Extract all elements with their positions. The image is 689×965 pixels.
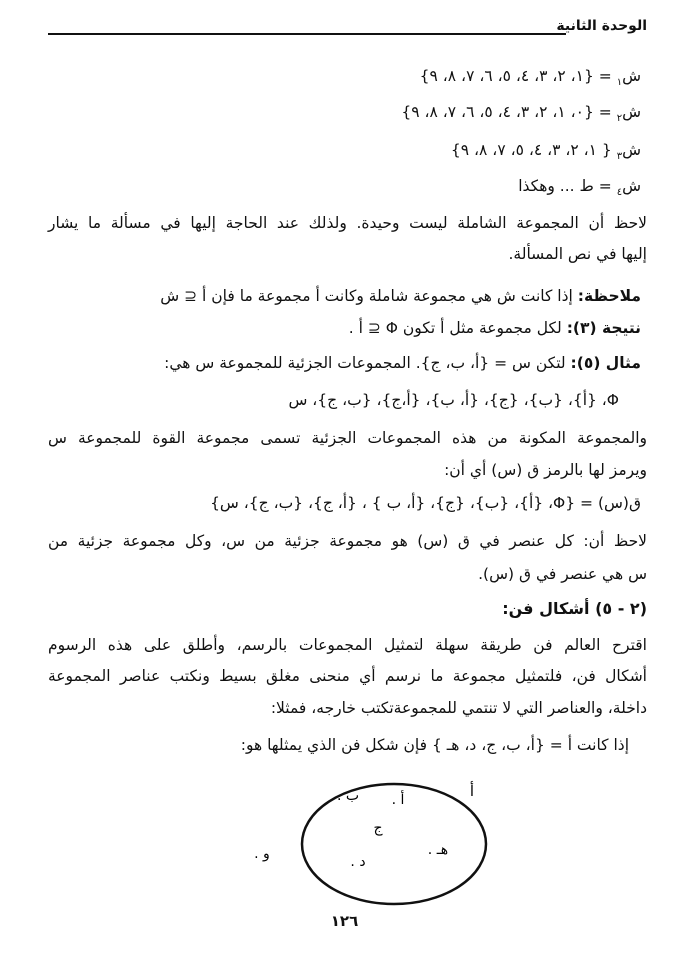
- para2-line2: س هي عنصر في ق (س).: [478, 565, 647, 583]
- venn-element: هـ .: [427, 842, 449, 858]
- set-s4: ش$_٤$ = ط ... وهكذا: [518, 177, 641, 198]
- set-s1: ش$_١$ = {١، ٢، ٣، ٤، ٥، ٦، ٧، ٨، ٩}: [419, 67, 641, 88]
- unit-header: الوحدة الثانية: [556, 18, 647, 34]
- example-label: مثال (٥):: [570, 354, 641, 372]
- note: [160, 285, 641, 307]
- venn-intro: إذا كانت أ = {أ، ب، ج، د، هـ } فإن شكل فن الذي يمثلها هو:: [240, 736, 629, 754]
- venn-element: ج: [373, 820, 383, 836]
- venn-element: ب .: [336, 788, 360, 804]
- venn-diagram: [230, 770, 500, 910]
- power-set-formula: ق(س) = {Φ، {أ}، {ب}، {ج}، {أ، ب } ، {أ، ج}، {ب، ج}، س}: [210, 494, 641, 512]
- header-rule: [48, 33, 566, 35]
- result-text: لكل مجموعة مثل أ تكون Φ ⊆ أ .: [348, 319, 562, 337]
- para1-line1: لاحظ أن المجموعة الشاملة ليست وحيدة. ولذلك عند الحاجة إليها في مسألة ما يشار: [48, 214, 647, 232]
- para1-line2: إليها في نص المسألة.: [508, 245, 647, 263]
- venn-element: أ .: [391, 792, 405, 808]
- note-label: ملاحظة:: [577, 287, 641, 305]
- venn-element: د .: [350, 854, 366, 870]
- set-s3: ش$_٣$ { ١، ٢، ٣، ٤، ٥، ٧، ٨، ٩}: [450, 141, 641, 162]
- venn-set-label: أ: [469, 782, 475, 800]
- para3-line1: اقترح العالم فن طريقة سهلة لتمثيل المجموعات بالرسم، وأطلق على هذه الرسوم: [48, 636, 647, 654]
- page-number: ١٢٦: [330, 912, 359, 930]
- para3-line3: داخلة، والعناصر التي لا تنتمي للمجموعةتكتب خارجه، فمثلا:: [270, 699, 647, 717]
- venn-outside-element: و .: [254, 846, 270, 862]
- result-label: نتيجة (٣):: [566, 319, 641, 337]
- set-s2: ش$_٢$ = {٠، ١، ٢، ٣، ٤، ٥، ٦، ٧، ٨، ٩}: [401, 103, 641, 124]
- note-text: إذا كانت ش هي مجموعة شاملة وكانت أ مجموعة ما فإن أ ⊆ ش: [160, 287, 573, 305]
- result-3: [349, 317, 641, 339]
- para3-line2: أشكال فن، فلتمثيل مجموعة ما نرسم أي منحنى مغلق بسيط ونكتب عناصر المجموعة: [48, 667, 647, 685]
- example-text: لتكن س = {أ، ب، ج}. المجموعات الجزئية للمجموعة س هي:: [164, 354, 566, 372]
- example-5: [164, 352, 641, 374]
- power-line1: والمجموعة المكونة من هذه المجموعات الجزئية تسمى مجموعة القوة للمجموعة س: [48, 429, 647, 447]
- subsets-list: Φ، {أ}، {ب}، {ج}، {أ، ب}، {أ،ج}، {ب، ج}، س: [288, 391, 619, 409]
- power-line2: ويرمز لها بالرمز ق (س) أي أن:: [444, 461, 647, 479]
- para2-line1: لاحظ أن: كل عنصر في ق (س) هو مجموعة جزئية من س، وكل مجموعة جزئية من: [48, 532, 647, 550]
- section-title: (٢ - ٥) أشكال فن:: [502, 599, 647, 618]
